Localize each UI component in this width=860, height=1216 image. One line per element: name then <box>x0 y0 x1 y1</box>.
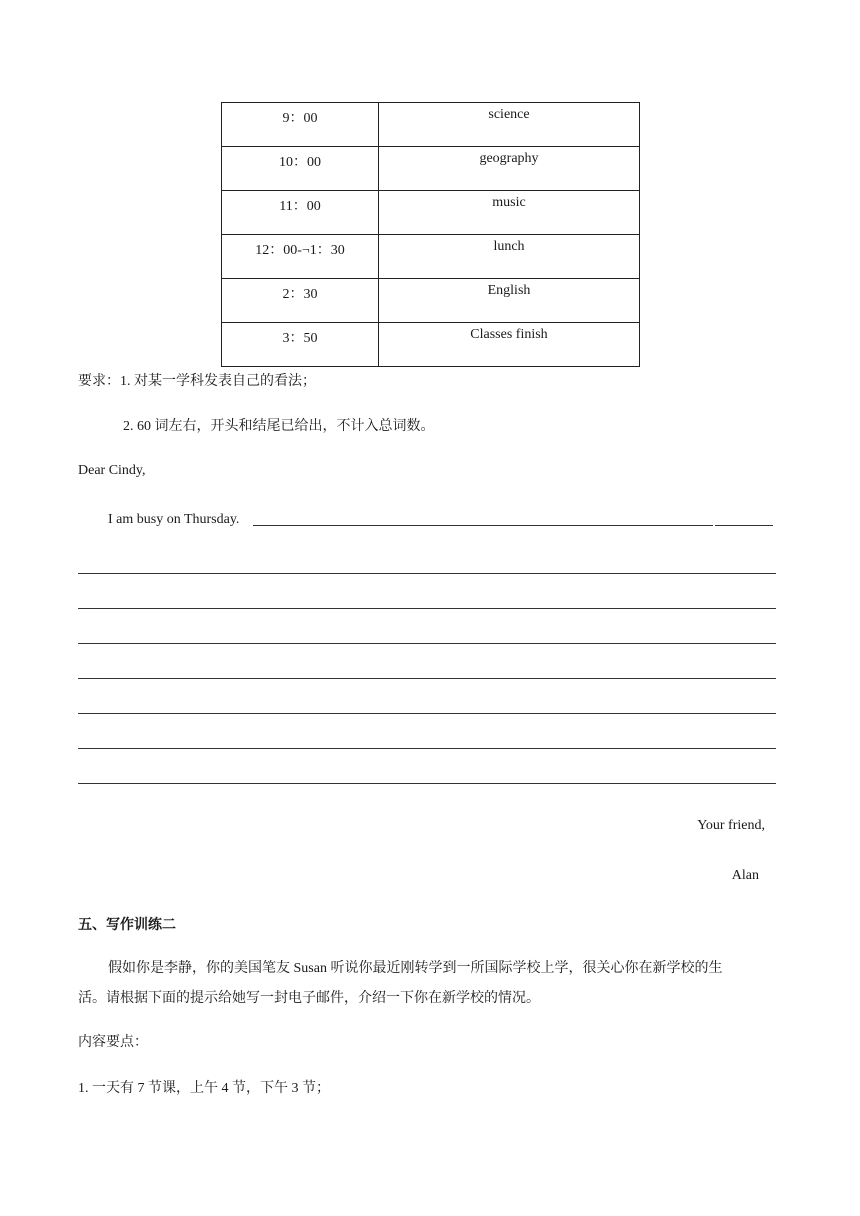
subject-cell: English <box>379 279 640 323</box>
schedule-row <box>222 147 640 191</box>
section-heading: 五、写作训练二 <box>78 918 176 933</box>
time-cell: 2：30 <box>222 279 379 323</box>
schedule-row <box>222 323 640 367</box>
subject-cell: geography <box>379 147 640 191</box>
schedule-row <box>222 191 640 235</box>
writing-line-first[interactable] <box>253 525 713 526</box>
prompt-line-1: 假如你是李静，你的美国笔友 Susan 听说你最近刚转学到一所国际学校上学，很关心你在新学校的生 <box>108 961 723 976</box>
writing-line[interactable] <box>78 678 776 679</box>
time-cell: 10：00 <box>222 147 379 191</box>
schedule-table <box>221 102 640 367</box>
schedule-row <box>222 103 640 147</box>
letter-signature: Alan <box>731 868 759 883</box>
subject-cell: lunch <box>379 235 640 279</box>
writing-line[interactable] <box>78 713 776 714</box>
schedule-row <box>222 235 640 279</box>
prompt-line-2: 活。请根据下面的提示给她写一封电子邮件，介绍一下你在新学校的情况。 <box>78 991 540 1006</box>
writing-line[interactable] <box>78 608 776 609</box>
content-point-1: 1. 一天有 7 节课，上午 4 节，下午 3 节； <box>78 1081 330 1096</box>
time-cell: 3：50 <box>222 323 379 367</box>
writing-line[interactable] <box>78 748 776 749</box>
time-cell: 12：00-¬1：30 <box>222 235 379 279</box>
schedule-body <box>222 103 640 367</box>
requirement-2: 2. 60 词左右，开头和结尾已给出，不计入总词数。 <box>123 419 435 434</box>
schedule-row <box>222 279 640 323</box>
content-points-label: 内容要点： <box>78 1035 148 1050</box>
requirement-1: 要求：1. 对某一学科发表自己的看法； <box>78 374 316 389</box>
subject-cell: Classes finish <box>379 323 640 367</box>
letter-opening: I am busy on Thursday. <box>108 512 240 527</box>
subject-cell: science <box>379 103 640 147</box>
writing-line[interactable] <box>78 643 776 644</box>
letter-greeting: Dear Cindy, <box>78 463 146 478</box>
time-cell: 11：00 <box>222 191 379 235</box>
letter-closing: Your friend, <box>697 818 765 833</box>
time-cell: 9：00 <box>222 103 379 147</box>
subject-cell: music <box>379 191 640 235</box>
writing-line-first-ext[interactable] <box>715 525 773 526</box>
writing-line[interactable] <box>78 573 776 574</box>
writing-line[interactable] <box>78 783 776 784</box>
